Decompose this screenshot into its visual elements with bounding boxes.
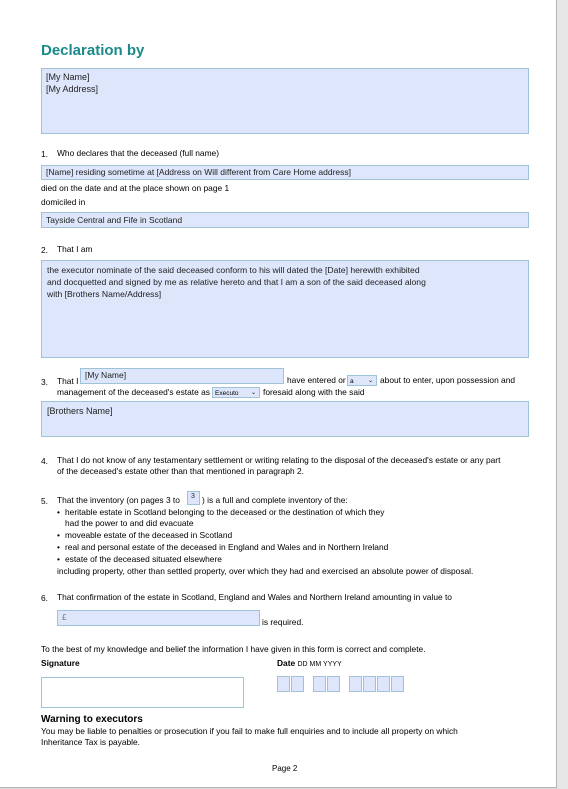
estate-value-field[interactable] xyxy=(57,610,260,626)
warning-title: Warning to executors xyxy=(41,714,143,725)
date-month-1[interactable] xyxy=(313,676,326,692)
q2-text: That I am xyxy=(57,244,93,254)
executor-details-field[interactable]: the executor nominate of the said deceased conform to his will dated the [Date] herewith exhibited and docquetted and signed by me as relative hereto and that I am a son of the said deceased along with [Brothers Name/Address] xyxy=(41,260,529,358)
declaration-statement: To the best of my knowledge and belief the information I have given in this form is correct and complete. xyxy=(41,644,426,654)
date-label-group xyxy=(277,658,342,670)
q5-bullet-1-cont: had the power to and did evacuate xyxy=(65,518,194,528)
signature-box[interactable] xyxy=(41,677,244,708)
q4-line2: of the deceased's estate other than that mentioned in paragraph 2. xyxy=(57,466,304,476)
capacity-value: Executo xyxy=(215,390,239,397)
q5-bullet-2: • moveable estate of the deceased in Scotland xyxy=(65,530,232,541)
q5-number: 5. xyxy=(41,496,48,506)
q3-foresaid: foresaid along with the said xyxy=(263,387,365,397)
currency-symbol: £ xyxy=(62,613,67,622)
date-year-1[interactable] xyxy=(349,676,362,692)
capacity-select[interactable] xyxy=(212,387,260,398)
q3-name-field[interactable]: [My Name] xyxy=(80,368,284,384)
date-year-4[interactable] xyxy=(391,676,404,692)
date-year-2[interactable] xyxy=(363,676,376,692)
died-text: died on the date and at the place shown on page 1 xyxy=(41,183,230,193)
q6-text: That confirmation of the estate in Scotland, England and Wales and Northern Ireland amounting in value to xyxy=(57,592,452,602)
date-format-hint: DD MM YYYY xyxy=(297,661,342,668)
warning-line-2: Inheritance Tax is payable. xyxy=(41,737,141,747)
date-year-3[interactable] xyxy=(377,676,390,692)
domiciled-text: domiciled in xyxy=(41,197,86,207)
declarant-name-address-field[interactable]: [My Name] [My Address] xyxy=(41,68,529,134)
entered-status-value: a xyxy=(350,378,354,385)
date-label: Date xyxy=(277,658,296,668)
q2-number: 2. xyxy=(41,245,48,255)
q3-number: 3. xyxy=(41,377,48,387)
q5-post: ) is a full and complete inventory of the: xyxy=(202,495,348,505)
warning-line-1: You may be liable to penalties or prosecution if you fail to make full enquiries and to include all property on which xyxy=(41,726,458,736)
q4-number: 4. xyxy=(41,456,48,466)
entered-status-select[interactable] xyxy=(347,375,377,386)
inventory-pages-field[interactable]: 3 xyxy=(187,491,200,505)
date-day-2[interactable] xyxy=(291,676,304,692)
q1-number: 1. xyxy=(41,149,48,159)
viewer-background xyxy=(557,0,568,789)
q6-required: is required. xyxy=(262,617,304,627)
q6-number: 6. xyxy=(41,593,48,603)
q5-including: including property, other than settled property, over which they had and exercised an absolute power of disposal. xyxy=(57,566,474,576)
q3-have-entered: have entered or xyxy=(287,375,346,385)
chevron-down-icon: ⌄ xyxy=(250,390,256,396)
q3-about: about to enter, upon possession and xyxy=(380,375,516,385)
q1-text: Who declares that the deceased (full name) xyxy=(57,148,220,158)
q3-management: management of the deceased's estate as xyxy=(57,387,210,397)
domicile-field[interactable]: Tayside Central and Fife in Scotland xyxy=(41,212,529,228)
q5-bullet-4: • estate of the deceased situated elsewhere xyxy=(65,554,222,565)
date-day-1[interactable] xyxy=(277,676,290,692)
q3-that-i: That I xyxy=(57,376,79,386)
chevron-down-icon: ⌄ xyxy=(367,378,373,384)
page-number: Page 2 xyxy=(272,764,298,773)
signature-label: Signature xyxy=(41,658,80,668)
brothers-name-field[interactable]: [Brothers Name] xyxy=(41,401,529,437)
page-title: Declaration by xyxy=(41,42,145,59)
date-month-2[interactable] xyxy=(327,676,340,692)
q4-line1: That I do not know of any testamentary settlement or writing relating to the disposal of the deceased's estate or any part xyxy=(57,455,501,465)
q5-bullet-3: • real and personal estate of the deceased in England and Wales and in Northern Ireland xyxy=(65,542,388,553)
q5-bullet-1: • heritable estate in Scotland belonging to the deceased or the destination of which they xyxy=(65,507,384,518)
deceased-name-field[interactable]: [Name] residing sometime at [Address on Will different from Care Home address] xyxy=(41,165,529,180)
q5-pre: That the inventory (on pages 3 to xyxy=(57,495,180,505)
